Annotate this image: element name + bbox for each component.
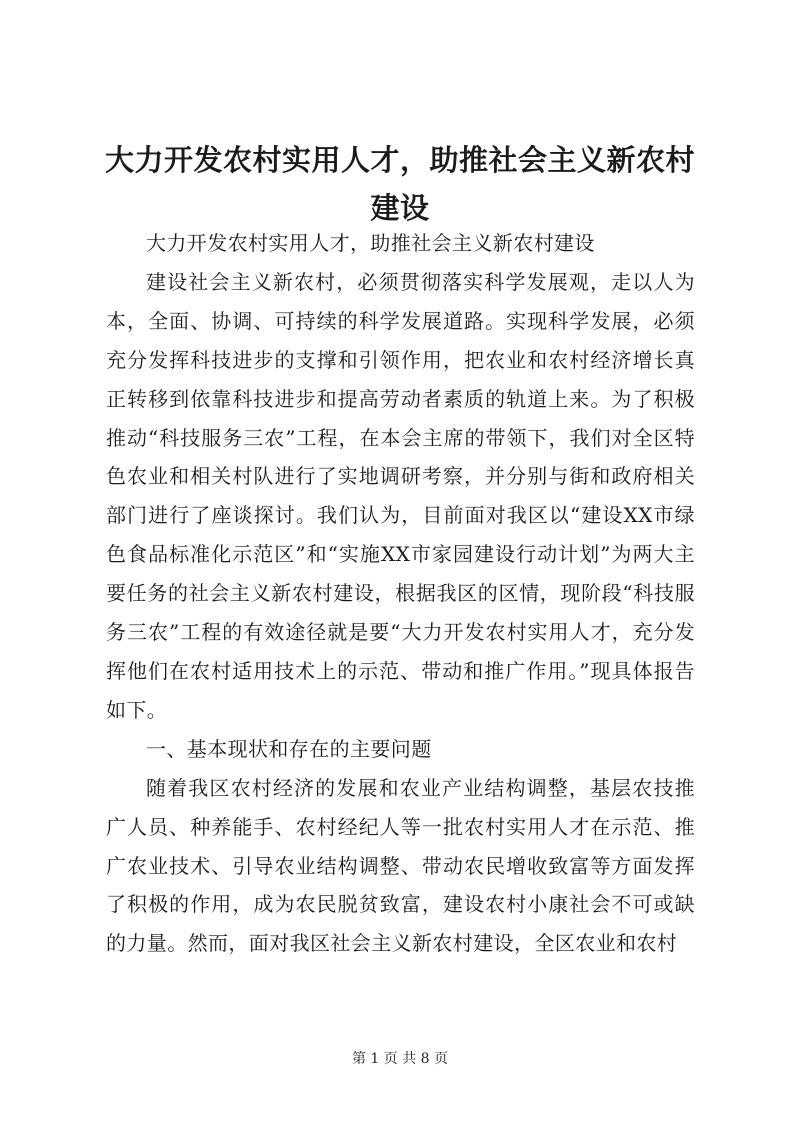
document-title: 大力开发农村实用人才，助推社会主义新农村建设 [104,143,695,225]
document-body [106,224,695,963]
intro-paragraph: 建设社会主义新农村，必须贯彻落实科学发展观，走以人为本，全面、协调、可持续的科学发展道路。实现科学发展，必须充分发挥科技进步的支撑和引领作用，把农业和农村经济增长真正转移到依靠科技进步和提高劳动者素质的轨道上来。为了积极推动“科技服务三农”工程，在本会主席的带领下，我们对全区特色农业和相关村队进行了实地调研考察，并分别与街和政府相关部门进行了座谈探讨。我们认为，目前面对我区以“建设XX市绿色食品标准化示范区”和“实施XX市家园建设行动计划”为两大主要任务的社会主义新农村建设，根据我区的区情，现阶段“科技服务三农”工程的有效途径就是要“大力开发农村实用人才，充分发挥他们在农村适用技术上的示范、带动和推广作用。”现具体报告如下。 [106,269,695,722]
section-heading: 一、基本现状和存在的主要问题 [146,736,432,761]
body-paragraph: 随着我区农村经济的发展和农业产业结构调整，基层农技推广人员、种养能手、农村经纪人等一批农村实用人才在示范、推广农业技术、引导农业结构调整、带动农民增收致富等方面发挥了积极的作用，成为农民脱贫致富，建设农村小康社会不可或缺的力量。然而，面对我区社会主义新农村建设，全区农业和农村 [106,775,695,956]
page-number: 第 1 页 共 8 页 [351,1051,449,1067]
subtitle-paragraph: 大力开发农村实用人才，助推社会主义新农村建设 [146,231,595,255]
